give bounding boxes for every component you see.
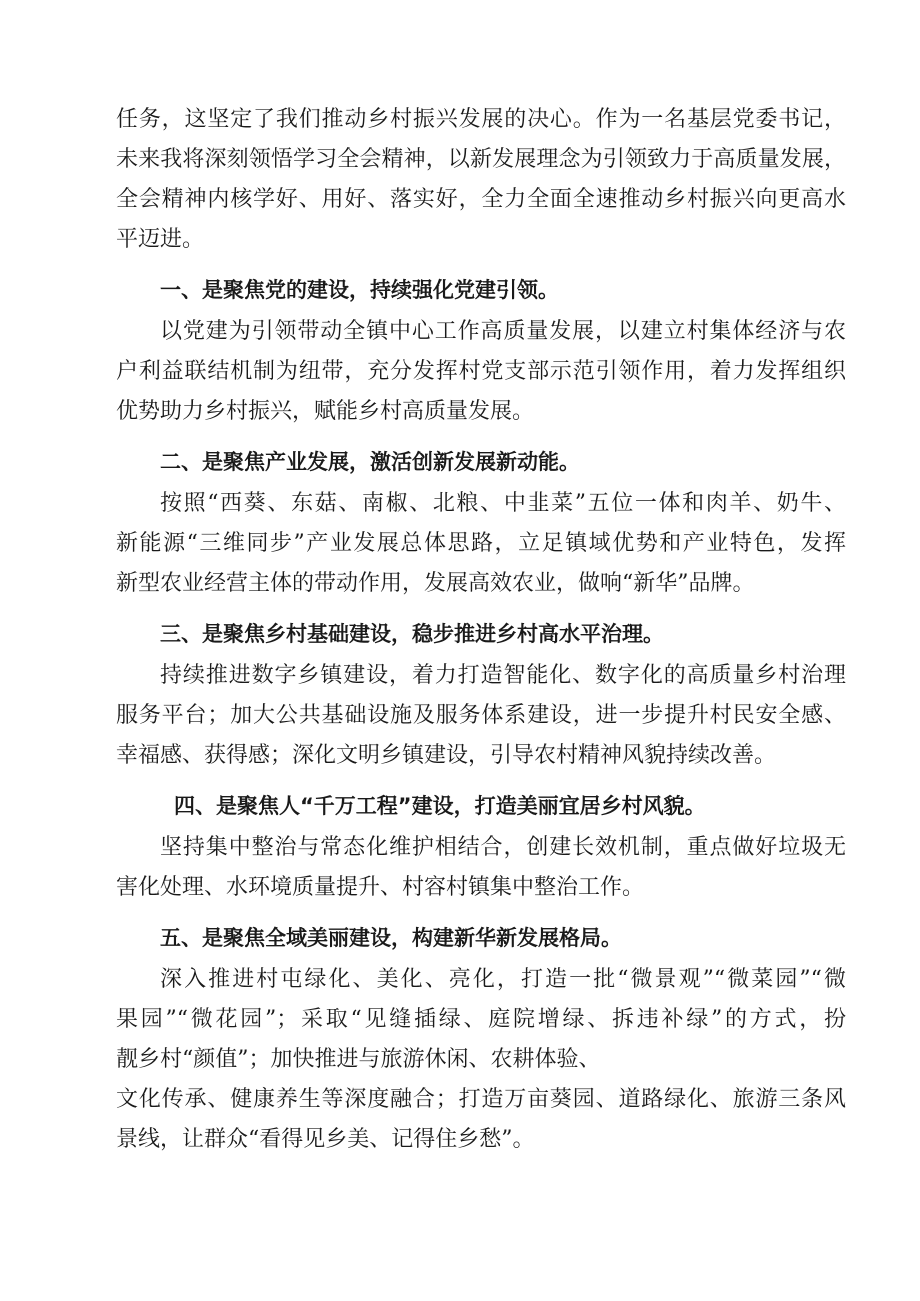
section-heading-1: 一、是聚焦党的建设，持续强化党建引领。 xyxy=(160,278,559,302)
text-line: 果园”“微花园”；采取“见缝插绿、庭院增绿、拆违补绿”的方式，扮 xyxy=(116,1007,846,1032)
text-line: 平迈进。 xyxy=(116,227,205,252)
text-line: 幸福感、获得感；深化文明乡镇建设，引导农村精神风貌持续改善。 xyxy=(116,743,777,768)
section-heading-3: 三、是聚焦乡村基础建设，稳步推进乡村高水平治理。 xyxy=(160,622,664,646)
text-line: 任务，这坚定了我们推动乡村振兴发展的决心。作为一名基层党委书记， xyxy=(116,107,846,132)
text-line: 优势助力乡村振兴，赋能乡村高质量发展。 xyxy=(116,399,535,424)
section-paragraph-1 xyxy=(116,312,846,432)
text-line: 户利益联结机制为纽带，充分发挥村党支部示范引领作用，着力发挥组织 xyxy=(116,359,846,384)
section-paragraph-5 xyxy=(116,960,846,1160)
text-line: 新能源“三维同步”产业发展总体思路，立足镇域优势和产业特色，发挥 xyxy=(116,531,846,556)
section-heading-4: 四、是聚焦人“千万工程”建设，打造美丽宜居乡村风貌。 xyxy=(174,794,706,818)
text-line: 持续推进数字乡镇建设，着力打造智能化、数字化的高质量乡村治理 xyxy=(160,663,846,688)
section-heading-2: 二、是聚焦产业发展，激活创新发展新动能。 xyxy=(160,450,580,474)
text-line: 按照“西葵、东菇、南椒、北粮、中韭菜”五位一体和肉羊、奶牛、 xyxy=(160,491,846,516)
section-paragraph-3 xyxy=(116,656,846,776)
intro-paragraph xyxy=(116,100,846,260)
text-line: 以党建为引领带动全镇中心工作高质量发展，以建立村集体经济与农 xyxy=(160,319,846,344)
text-line: 服务平台；加大公共基础设施及服务体系建设，进一步提升村民安全感、 xyxy=(116,703,846,728)
text-line: 未来我将深刻领悟学习全会精神，以新发展理念为引领致力于高质量发展， xyxy=(116,147,846,172)
text-line: 全会精神内核学好、用好、落实好，全力全面全速推动乡村振兴向更高水 xyxy=(116,187,846,212)
text-line: 景线，让群众“看得见乡美、记得住乡愁”。 xyxy=(116,1127,535,1152)
text-line: 深入推进村屯绿化、美化、亮化，打造一批“微景观”“微菜园”“微 xyxy=(160,967,846,992)
text-line: 新型农业经营主体的带动作用，发展高效农业，做响“新华”品牌。 xyxy=(116,571,755,596)
text-line: 文化传承、健康养生等深度融合；打造万亩葵园、道路绿化、旅游三条风 xyxy=(116,1087,846,1112)
section-paragraph-2 xyxy=(116,484,846,604)
text-line: 害化处理、水环境质量提升、村容村镇集中整治工作。 xyxy=(116,875,645,900)
document-body xyxy=(116,100,846,1160)
text-line: 坚持集中整治与常态化维护相结合，创建长效机制，重点做好垃圾无 xyxy=(160,835,846,860)
section-paragraph-4 xyxy=(116,828,846,908)
text-line: 靓乡村“颜值”；加快推进与旅游休闲、农耕体验、 xyxy=(116,1047,601,1072)
section-heading-5: 五、是聚焦全域美丽建设，构建新华新发展格局。 xyxy=(160,926,622,950)
